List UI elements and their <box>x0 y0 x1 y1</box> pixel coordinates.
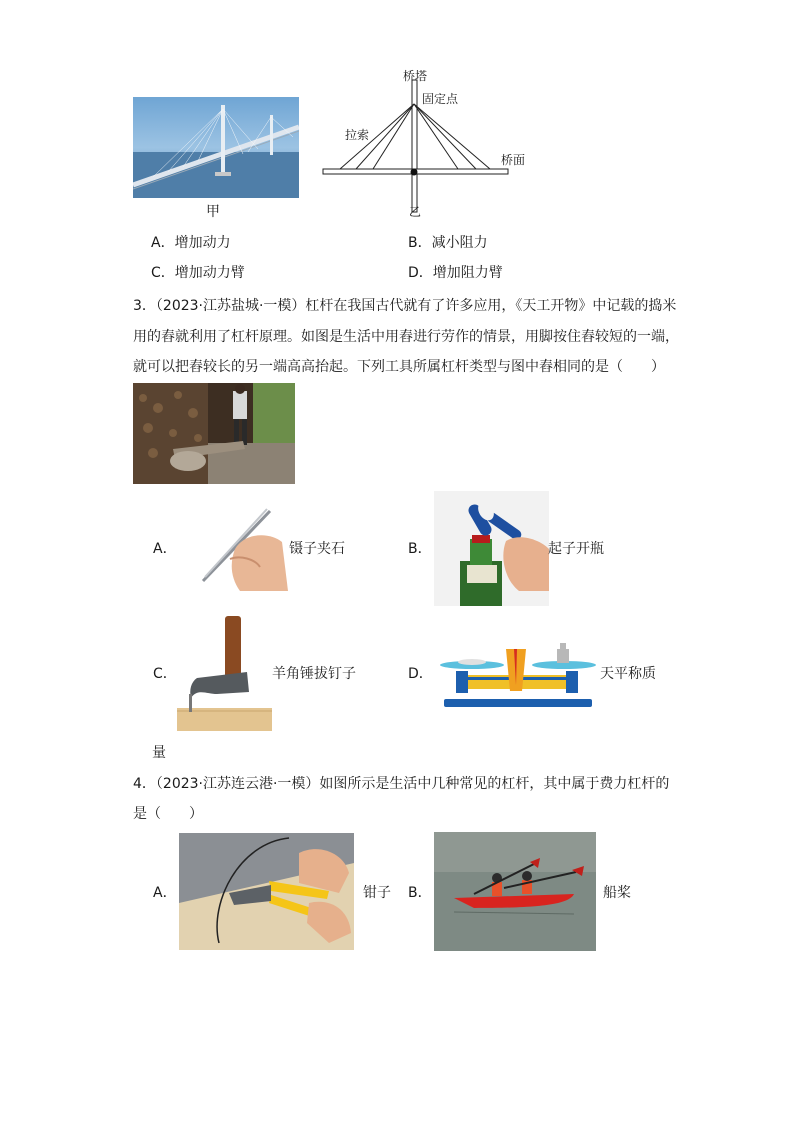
tweezers-photo <box>200 507 288 591</box>
cable-label: 拉索 <box>345 128 370 142</box>
q3-line-3: 就可以把舂较长的另一端高高抬起。下列工具所属杠杆类型与图中舂相同的是（ ） <box>133 359 665 375</box>
pliers-photo <box>179 833 354 950</box>
bridge-photo-caption: 甲 <box>206 204 220 220</box>
option-text: 减小阻力 <box>431 235 488 251</box>
q3-option-c-letter: C． <box>153 666 177 682</box>
q4-option-b-text: 船桨 <box>603 885 631 901</box>
pestle-work-photo <box>133 383 295 484</box>
q2-option-d <box>408 263 503 283</box>
q3-option-b-text: 起子开瓶 <box>548 541 604 557</box>
q3-option-b-letter: B． <box>408 541 432 557</box>
option-letter: C． <box>151 265 175 281</box>
q2-option-a <box>151 233 231 253</box>
fixed-point-label: 固定点 <box>422 92 459 106</box>
option-letter: B． <box>408 235 432 251</box>
q4-line-2: 是（ ） <box>133 806 203 822</box>
bridge-photo <box>133 97 299 198</box>
claw-hammer-photo <box>177 616 272 731</box>
option-letter: A． <box>151 235 175 251</box>
q3-option-c-text: 羊角锤拔钉子 <box>272 666 356 682</box>
option-letter: D． <box>408 265 433 281</box>
q3-option-d-letter: D． <box>408 666 433 682</box>
q2-option-c <box>151 263 245 283</box>
balance-scale-photo <box>434 637 598 709</box>
q3-line-1: 3．（2023·江苏盐城·一模）杠杆在我国古代就有了许多应用，《天工开物》中记载的捣米 <box>133 298 677 314</box>
deck-label: 桥面 <box>501 153 526 167</box>
q3-option-a-letter: A． <box>153 541 177 557</box>
bottle-opener-photo <box>434 491 549 606</box>
q4-option-b-letter: B． <box>408 885 432 901</box>
q3-option-d-text: 天平称质 <box>600 666 656 682</box>
kayak-photo <box>434 832 596 951</box>
q3-option-d-wrap: 量 <box>152 745 166 761</box>
option-text: 增加动力臂 <box>174 265 245 281</box>
option-text: 增加阻力臂 <box>432 265 503 281</box>
q4-option-a-text: 钳子 <box>363 885 391 901</box>
cable-stayed-bridge-diagram <box>318 62 538 222</box>
q4-line-1: 4．（2023·江苏连云港·一模）如图所示是生活中几种常见的杠杆，其中属于费力杠杆的 <box>133 776 670 792</box>
diagram-caption: 乙 <box>409 205 422 219</box>
q3-line-2: 用的舂就利用了杠杆原理。如图是生活中用舂进行劳作的情景，用脚按住舂较短的一端， <box>133 329 679 345</box>
option-text: 增加动力 <box>174 235 231 251</box>
q2-option-b <box>408 233 488 253</box>
tower-label: 桥塔 <box>403 69 428 83</box>
q3-option-a-text: 镊子夹石 <box>289 541 345 557</box>
q4-option-a-letter: A． <box>153 885 177 901</box>
